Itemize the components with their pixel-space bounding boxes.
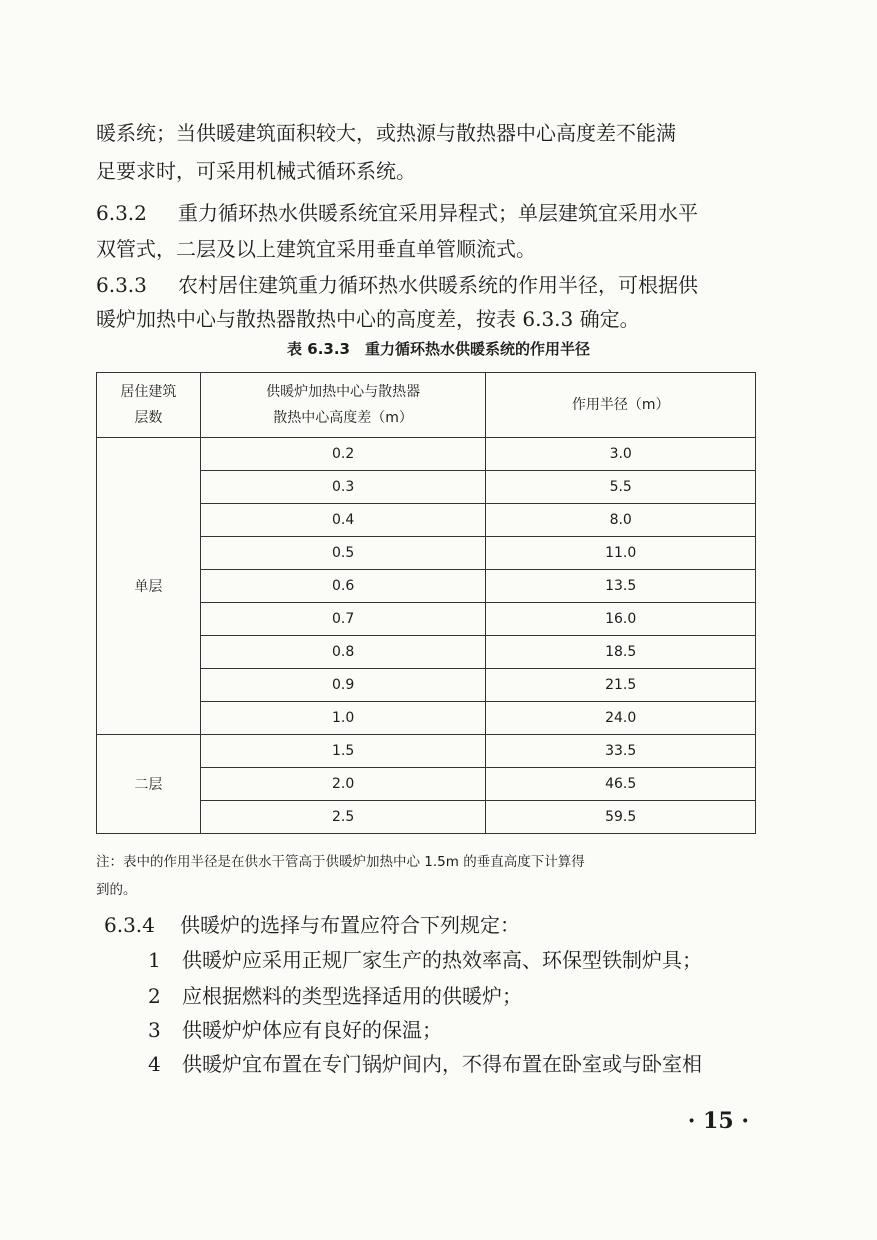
list-item: 1 供暖炉应采用正规厂家生产的热效率高、环保型铁制炉具； [148, 942, 768, 978]
clause-6-3-2: 6.3.2 重力循环热水供暖系统宜采用异程式；单层建筑宜采用水平 [96, 194, 776, 232]
clause-number: 6.3.4 [104, 913, 155, 937]
list-item: 4 供暖炉宜布置在专门锅炉间内，不得布置在卧室或与卧室相 [148, 1046, 768, 1082]
height-diff-cell: 0.8 [200, 636, 486, 669]
paragraph-line: 双管式，二层及以上建筑宜采用垂直单管顺流式。 [96, 237, 536, 261]
list-number: 1 [148, 948, 161, 972]
table-row [97, 438, 756, 471]
height-diff-cell: 1.0 [200, 702, 486, 735]
table-note: 注：表中的作用半径是在供水干管高于供暖炉加热中心 1.5m 的垂直高度下计算得 到的。 [96, 854, 585, 898]
radius-cell: 3.0 [486, 438, 756, 471]
list-number: 2 [148, 984, 161, 1008]
table-header-row [97, 373, 756, 438]
table-caption: 表 6.3.3 重力循环热水供暖系统的作用半径 [287, 340, 590, 358]
radius-table [96, 372, 756, 834]
height-diff-cell: 0.7 [200, 603, 486, 636]
height-diff-cell: 0.9 [200, 669, 486, 702]
clause-number: 6.3.2 [96, 201, 147, 225]
radius-cell: 8.0 [486, 504, 756, 537]
clause-6-3-4: 6.3.4 供暖炉的选择与布置应符合下列规定： [104, 906, 784, 944]
list-item: 3 供暖炉炉体应有良好的保温； [148, 1012, 768, 1048]
height-diff-cell: 0.6 [200, 570, 486, 603]
header-radius: 作用半径（m） [486, 373, 756, 438]
radius-cell: 16.0 [486, 603, 756, 636]
group-label: 单层 [97, 438, 201, 735]
list-item: 2 应根据燃料的类型选择适用的供暖炉； [148, 978, 768, 1014]
radius-cell: 21.5 [486, 669, 756, 702]
paragraph-line: 暖炉加热中心与散热器散热中心的高度差，按表 6.3.3 确定。 [96, 307, 640, 331]
radius-cell: 33.5 [486, 735, 756, 768]
radius-cell: 18.5 [486, 636, 756, 669]
radius-cell: 59.5 [486, 801, 756, 834]
height-diff-cell: 2.0 [200, 768, 486, 801]
paragraph-line: 暖系统；当供暖建筑面积较大，或热源与散热器中心高度差不能满 [96, 121, 676, 145]
list-number: 3 [148, 1018, 161, 1042]
page-number: · 15 · [687, 1108, 749, 1134]
radius-cell: 46.5 [486, 768, 756, 801]
clause-6-3-3: 6.3.3 农村居住建筑重力循环热水供暖系统的作用半径，可根据供 [96, 266, 776, 304]
table-row [97, 735, 756, 768]
radius-cell: 13.5 [486, 570, 756, 603]
height-diff-cell: 0.5 [200, 537, 486, 570]
header-height-diff: 供暖炉加热中心与散热器 散热中心高度差（m） [200, 373, 486, 438]
height-diff-cell: 2.5 [200, 801, 486, 834]
height-diff-cell: 0.4 [200, 504, 486, 537]
height-diff-cell: 1.5 [200, 735, 486, 768]
radius-cell: 24.0 [486, 702, 756, 735]
paragraph-line: 足要求时，可采用机械式循环系统。 [96, 159, 416, 183]
list-number: 4 [148, 1052, 161, 1076]
radius-cell: 5.5 [486, 471, 756, 504]
group-label: 二层 [97, 735, 201, 834]
height-diff-cell: 0.3 [200, 471, 486, 504]
height-diff-cell: 0.2 [200, 438, 486, 471]
radius-cell: 11.0 [486, 537, 756, 570]
header-floors: 居住建筑 层数 [97, 373, 201, 438]
clause-number: 6.3.3 [96, 273, 147, 297]
